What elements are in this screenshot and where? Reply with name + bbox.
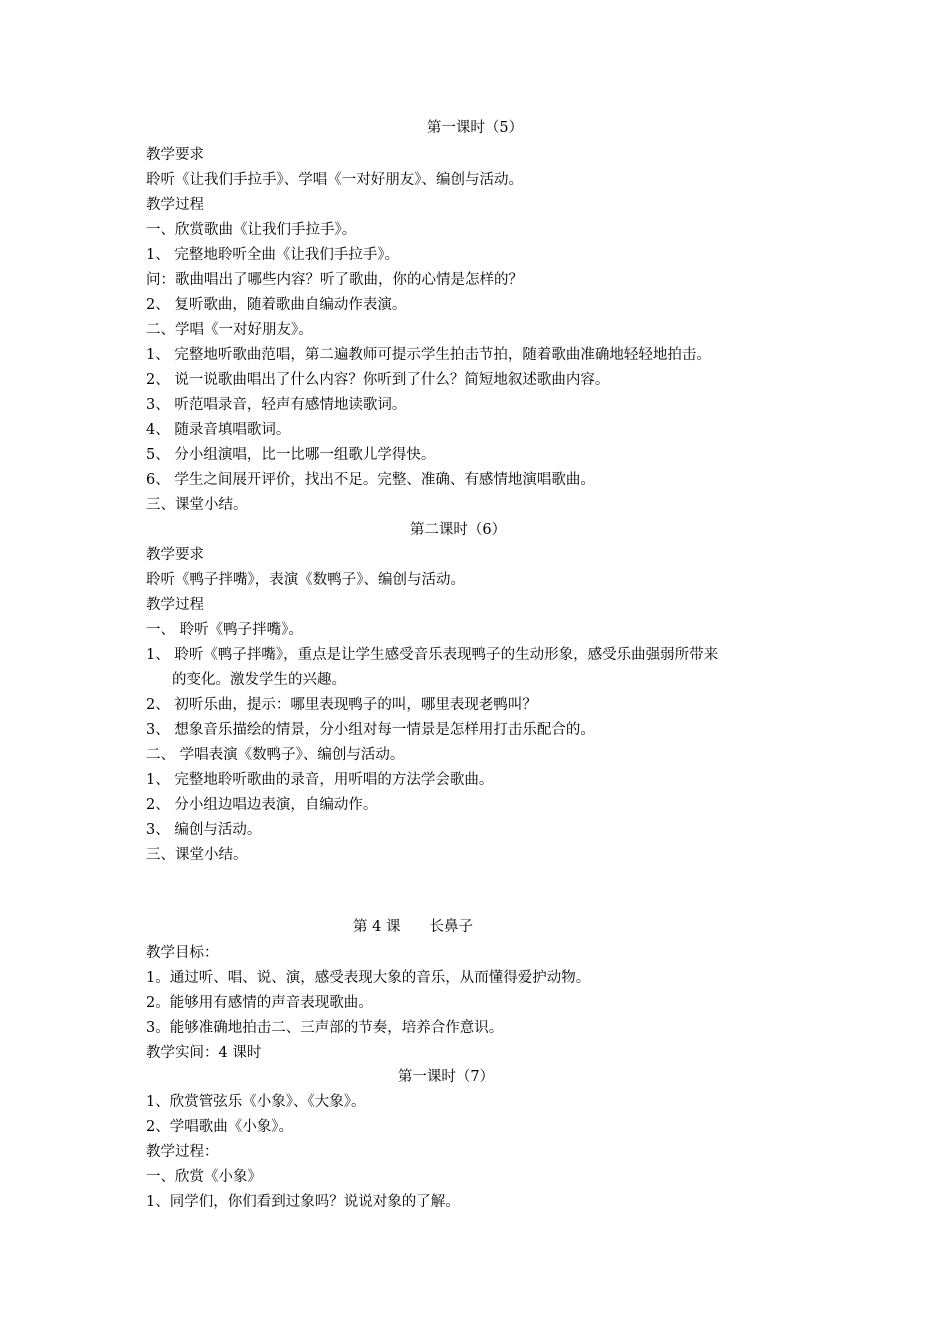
text-line: 的变化。激发学生的兴趣。	[172, 672, 346, 688]
text-line: 6、 学生之间展开评价，找出不足。完整、准确、有感情地演唱歌曲。	[146, 472, 595, 488]
text-line: 三、课堂小结。	[146, 497, 248, 513]
text-line: 教学目标：	[146, 945, 219, 961]
lesson-heading: 第 4 课 长鼻子	[353, 919, 473, 935]
text-line: 三、课堂小结。	[146, 847, 248, 863]
text-line: 1、 完整地听歌曲范唱，第二遍教师可提示学生拍击节拍，随着歌曲准确地轻轻地拍击。	[146, 347, 711, 363]
text-line: 2。能够用有感情的声音表现歌曲。	[146, 995, 373, 1011]
text-line: 2、 说一说歌曲唱出了什么内容？你听到了什么？简短地叙述歌曲内容。	[146, 372, 610, 388]
text-line: 教学要求	[146, 547, 204, 563]
text-line: 4、 随录音填唱歌词。	[146, 422, 291, 438]
text-line: 5、 分小组演唱，比一比哪一组歌儿学得快。	[146, 447, 436, 463]
text-line: 3、 听范唱录音，轻声有感情地读歌词。	[146, 397, 407, 413]
text-line: 2、 复听歌曲，随着歌曲自编动作表演。	[146, 297, 407, 313]
section-heading-1: 第一课时（5）	[426, 120, 524, 136]
text-line: 2、 分小组边唱边表演，自编动作。	[146, 797, 378, 813]
text-line: 教学过程：	[146, 1144, 219, 1160]
text-line: 一、 聆听《鸭子拌嘴》。	[146, 622, 303, 638]
text-line: 教学要求	[146, 147, 204, 163]
text-line: 问：歌曲唱出了哪些内容？听了歌曲，你的心情是怎样的？	[146, 272, 523, 288]
text-line: 一、欣赏《小象》	[146, 1169, 262, 1185]
text-line: 1、欣赏管弦乐《小象》、《大象》。	[146, 1094, 366, 1110]
text-line: 教学过程	[146, 197, 204, 213]
text-line: 聆听《鸭子拌嘴》，表演《数鸭子》、编创与活动。	[146, 572, 465, 588]
text-line: 聆听《让我们手拉手》、学唱《一对好朋友》、编创与活动。	[146, 172, 523, 188]
text-line: 1、 完整地聆听全曲《让我们手拉手》。	[146, 247, 400, 263]
text-line: 1。通过听、唱、说、演，感受表现大象的音乐，从而懂得爱护动物。	[146, 970, 591, 986]
text-line: 1、 聆听《鸭子拌嘴》，重点是让学生感受音乐表现鸭子的生动形象，感受乐曲强弱所带来	[146, 647, 719, 663]
text-line: 教学过程	[146, 597, 204, 613]
text-line: 2、 初听乐曲，提示：哪里表现鸭子的叫，哪里表现老鸭叫？	[146, 697, 537, 713]
text-line: 3、 编创与活动。	[146, 822, 262, 838]
text-line: 2、学唱歌曲《小象》。	[146, 1119, 293, 1135]
text-line: 1、同学们，你们看到过象吗？说说对象的了解。	[146, 1194, 460, 1210]
text-line: 二、学唱《一对好朋友》。	[146, 322, 313, 338]
text-line: 3。能够准确地拍击二、三声部的节奏，培养合作意识。	[146, 1020, 504, 1036]
text-line: 3、 想象音乐描绘的情景，分小组对每一情景是怎样用打击乐配合的。	[146, 722, 595, 738]
text-line: 教学实间：4 课时	[146, 1045, 262, 1061]
text-line: 1、 完整地聆听歌曲的录音，用听唱的方法学会歌曲。	[146, 772, 494, 788]
text-line: 二、 学唱表演《数鸭子》、编创与活动。	[146, 747, 405, 763]
text-line: 一、欣赏歌曲《让我们手拉手》。	[146, 222, 357, 238]
section-heading-2: 第二课时（6）	[409, 522, 507, 538]
section-heading-3: 第一课时（7）	[397, 1069, 495, 1085]
